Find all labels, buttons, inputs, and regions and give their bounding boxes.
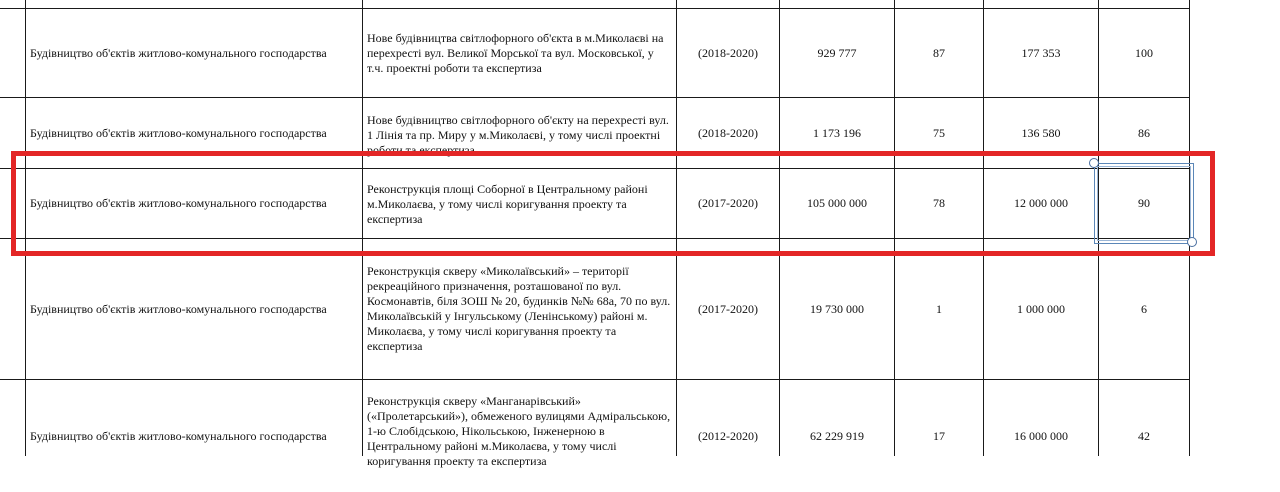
table-row-5-category: Будівництво об'єктів житлово-комунального господарства <box>30 428 327 443</box>
table-row-5-description: Реконструкція скверу «Манганарівський» («Пролетарський»), обмеженого вулицями Адміральською, 1-ю Слобідською, Нікольською, Інженерною в Центральному районі м.Миколаєва, у тому числі коригування проекту та експертиза <box>367 394 671 468</box>
table-row-3-category: Будівництво об'єктів житлово-комунального господарства <box>30 196 327 210</box>
table-row-1-total-cost: 929 777 <box>817 45 857 60</box>
table-row-3-total-cost: 105 000 000 <box>807 196 867 210</box>
resize-handle-top-left[interactable] <box>1089 158 1099 168</box>
table-row-2-readiness: 75 <box>933 125 945 140</box>
table-row-3-period: (2017-2020) <box>698 196 758 210</box>
table-row-5-allocation: 16 000 000 <box>1014 428 1068 443</box>
table-row-1-description: Нове будівництва світлофорного об'єкта в м.Миколаєві на перехресті вул. Великої Морської та вул. Московської, у т.ч. проектні роботи та експертиза <box>367 30 664 75</box>
table-row-2-period: (2018-2020) <box>698 125 758 140</box>
table-row-5-readiness: 17 <box>933 428 945 443</box>
table-row-4-description: Реконструкція скверу «Миколаївський» – території рекреаційного призначення, розташованої по вул. Космонавтів, біля ЗОШ № 20, будинків №№ 68а, 70 по вул. Миколаївській у Інгульському (Ленінському) районі м. Миколаєва, у тому числі коригування проекту та експертиза <box>367 264 671 353</box>
table-row-4-total-cost: 19 730 000 <box>810 301 864 316</box>
table-row-1-category: Будівництво об'єктів житлово-комунального господарства <box>30 45 327 60</box>
table-row-4-allocation: 1 000 000 <box>1017 301 1065 316</box>
table-row-2-completion: 86 <box>1138 125 1150 140</box>
table-row-3-completion[interactable]: 90 <box>1138 196 1150 210</box>
table-row-5-period: (2012-2020) <box>698 428 758 443</box>
table-row-1-period: (2018-2020) <box>698 45 758 60</box>
table-row-2-allocation: 136 580 <box>1021 125 1061 140</box>
table-row-4-completion: 6 <box>1141 301 1147 316</box>
table-row-2-total-cost: 1 173 196 <box>813 125 861 140</box>
table-row-5-completion: 42 <box>1138 428 1150 443</box>
selection-box-inner <box>1097 166 1191 241</box>
table-row-5-total-cost: 62 229 919 <box>810 428 864 443</box>
table-row-4-category: Будівництво об'єктів житлово-комунального господарства <box>30 301 327 316</box>
table-row-4-period: (2017-2020) <box>698 301 758 316</box>
table-row-1-readiness: 87 <box>933 45 945 60</box>
table-row-2-description: Нове будівництво світлофорного об'єкту на перехресті вул. 1 Лінія та пр. Миру у м.Миколаєві, у тому числі проектні роботи та експертиза <box>367 113 669 157</box>
table-row-1-allocation: 177 353 <box>1021 45 1061 60</box>
table-row-1-completion: 100 <box>1135 45 1153 60</box>
red-highlight-box <box>11 151 1215 256</box>
resize-handle-bottom-right[interactable] <box>1187 237 1197 247</box>
table-row-3-allocation: 12 000 000 <box>1014 196 1068 210</box>
table-row-4-readiness: 1 <box>936 301 942 316</box>
table-row-3-description: Реконструкція площі Соборної в Центральному районі м.Миколаєва, у тому числі коригування проекту та експертиза <box>367 182 648 226</box>
table-row-2-category: Будівництво об'єктів житлово-комунального господарства <box>30 125 327 140</box>
table-row-3-readiness: 78 <box>933 196 945 210</box>
